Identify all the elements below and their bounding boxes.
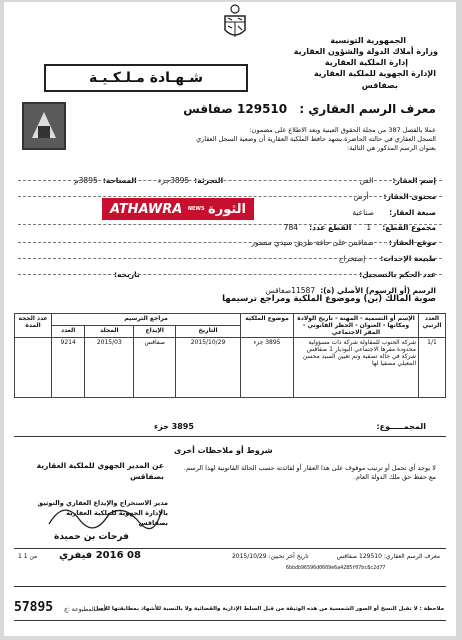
- stamp2-line-3: بصفاقس: [138, 519, 168, 527]
- divider: [18, 274, 442, 275]
- area-row: [74, 168, 223, 187]
- condition-line-1: لا يوجد أي تحمل أو ترتيب موقوف على هذا العقار أو لفائدته حسب الحالة القانونية لهذا الرسم.: [183, 464, 436, 472]
- intro-line-3: بعنوان الرسم المذكور هي التالية:: [347, 144, 436, 152]
- footer-id-value: 129510 صفاقس: [336, 553, 382, 560]
- original-label: الرسم (أو الرسوم) الأصلي (ة):: [320, 286, 436, 295]
- area-value: 3895م: [74, 176, 98, 185]
- col-number-header: العدد: [52, 326, 85, 338]
- watermark-arabic: الثورة: [208, 201, 246, 217]
- col-volume-header: المجلد: [85, 326, 134, 338]
- stamp2-line-2: بالإدارة الجهوية للملكية العقارية: [66, 509, 168, 517]
- content-label: محتوى العقار:: [383, 192, 436, 201]
- signature-date-stamp: 08 2016 فيفري: [59, 550, 141, 561]
- piece-value: 1: [366, 223, 372, 232]
- stamp1-line-2: بصفاقس: [130, 472, 164, 481]
- cell-subject: 3895 جزء: [241, 338, 294, 398]
- tunisia-emblem-icon: [222, 4, 248, 42]
- table-row: [15, 338, 446, 398]
- divider: [14, 620, 446, 621]
- footer-id-row: [232, 553, 440, 560]
- identifier-value: 129510 صفاقس: [183, 102, 288, 116]
- athawra-watermark: [102, 198, 254, 220]
- judgment-date-row: [114, 262, 140, 281]
- divider: [14, 436, 446, 437]
- col-date-header: التاريخ: [176, 326, 241, 338]
- total-label: المجمـــــوع:: [376, 422, 426, 431]
- footer-notice: ملاحظة : لا تقبل النسخ أو الصور الشمسية من هذه الوثيقة من قبل السلط الإدارية والقضائية ولا بالنسبة للأشهاد بمطابقتها للأصل: [93, 606, 444, 612]
- identifier-row: [183, 102, 436, 116]
- parcel-value: 784: [283, 223, 299, 232]
- col-subject-header: موضوع الملكية: [241, 314, 294, 338]
- divider: [14, 586, 446, 587]
- total-value: 3895 جزء: [154, 422, 194, 431]
- cell-owner: شركة الجنوب للمقاولة شركة ذات مسؤولية محدودة مقرها الاجتماعي البوذيار 1 صفاقس شركة في حالة تصفية وتم تعيين السيد محسن المعيلي مصفيا لها: [294, 338, 419, 398]
- partition-label: التجزئة:: [194, 176, 224, 185]
- header-line-1: الجمهورية التونسية: [330, 36, 406, 45]
- event-label: طبيعة الإحداث:: [380, 254, 436, 263]
- type-value: صناعية: [352, 208, 375, 217]
- owners-heading: صوبة المالك (ين) وموضوع الملكية ومراجع ترسيمها: [222, 294, 436, 304]
- conditions-heading: شروط أو ملاحظات أخرى: [174, 446, 273, 455]
- piece-label: القطع عدد:: [309, 223, 352, 232]
- location-value: صفاقس على حافة طريق سيدي منصور: [251, 238, 374, 247]
- judgment-label: عدد الحكم بالتسجيل:: [359, 270, 436, 279]
- cell-deposit: صفاقس: [134, 338, 176, 398]
- header-line-3: إدارة الملكية العقارية: [324, 58, 408, 67]
- footer-update-value: 2015/10/29: [231, 553, 267, 560]
- event-value: إستخراج: [338, 254, 366, 263]
- divider: [18, 242, 442, 243]
- col-refs-header: مراجع الترسيم: [52, 314, 241, 326]
- divider: [18, 196, 442, 197]
- type-label: صبغة العقار:: [389, 208, 436, 217]
- stamp1-line-1: عن المدير الجهوي للملكية العقارية: [36, 461, 164, 470]
- footer-hash: 6bbdb96596d0609e6a4285f07bc8c2d77: [286, 565, 386, 571]
- intro-line-1: عملا بالفصل 387 من مجلة الحقوق العينية وبعد الاطلاع على مضمون:: [249, 126, 436, 134]
- cell-num: 1/1: [419, 338, 446, 398]
- content-value: أرض: [353, 192, 369, 201]
- property-name-label: إسم العقار:: [392, 176, 436, 185]
- intro-line-2: السجل العقاري في حالته الحاضرة.يشهد حافظ الملكية العقارية أن وضعية السجل العقاري: [196, 135, 436, 143]
- col-cancel-header: عدد الحجة المدة: [15, 314, 52, 338]
- col-deposit-header: الإيداع: [134, 326, 176, 338]
- serial-number: 57895: [14, 600, 54, 615]
- header-line-5: بصفاقس: [361, 81, 398, 90]
- intro-text: [106, 126, 436, 153]
- divider: [18, 258, 442, 259]
- area-label: المساحة:: [102, 176, 137, 185]
- cell-cancel: [15, 338, 52, 398]
- original-value: 11587صفاقس: [265, 286, 316, 295]
- signature-scribble-icon: [44, 494, 164, 534]
- col-num-header: العدد الرتبي: [419, 314, 446, 338]
- cell-volume: 2015/03: [85, 338, 134, 398]
- partition-value: 3895جزء: [157, 176, 190, 185]
- header-line-4: الإدارة الجهوية للملكية العقارية: [313, 69, 436, 78]
- watermark-news: NEWS: [187, 206, 205, 212]
- form-number: عدد المطبوعة :ج: [64, 606, 107, 613]
- divider: [14, 548, 446, 549]
- watermark-latin: ATHAWRA: [110, 201, 183, 217]
- footer-update-label: تاريخ آخر تحيين:: [268, 553, 309, 560]
- condition-line-2: مع حفظ حق ملك الدولة العام.: [353, 473, 436, 481]
- cell-date: 2015/10/29: [176, 338, 241, 398]
- property-name-value: الفن: [359, 176, 374, 185]
- property-seal-icon: [22, 102, 66, 150]
- director-stamp: [34, 460, 164, 482]
- certificate-page: [4, 2, 456, 636]
- signer-name: فرحات بن حميدة: [54, 532, 129, 542]
- owners-table: [14, 313, 446, 398]
- divider: [18, 180, 442, 181]
- certificate-title: شـهـادة مـلـكـيـة: [44, 64, 248, 92]
- identifier-label: معرف الرسم العقاري :: [299, 102, 436, 116]
- cell-number: 9214: [52, 338, 85, 398]
- footer-id-label: معرف الرسم العقاري:: [383, 553, 440, 560]
- judgment-date-label: تاريخه:: [114, 270, 140, 279]
- col-owner-header: الإسم أو التسمية - المهنة - تاريخ الولادة ومكانها - العنوان - الحظر القانوني - المقر الاجتماعي: [294, 314, 419, 338]
- location-label: موقع العقار:: [388, 238, 436, 247]
- page-indicator: 1 من 1: [18, 553, 38, 560]
- stamp2-line-1: مدير الاستخراج والإيداع العقاري والتوثيق: [37, 499, 168, 507]
- parcel-label: مجموع القطع:: [382, 223, 436, 232]
- header-line-2: وزارة أملاك الدولة والشؤون العقارية: [293, 47, 438, 56]
